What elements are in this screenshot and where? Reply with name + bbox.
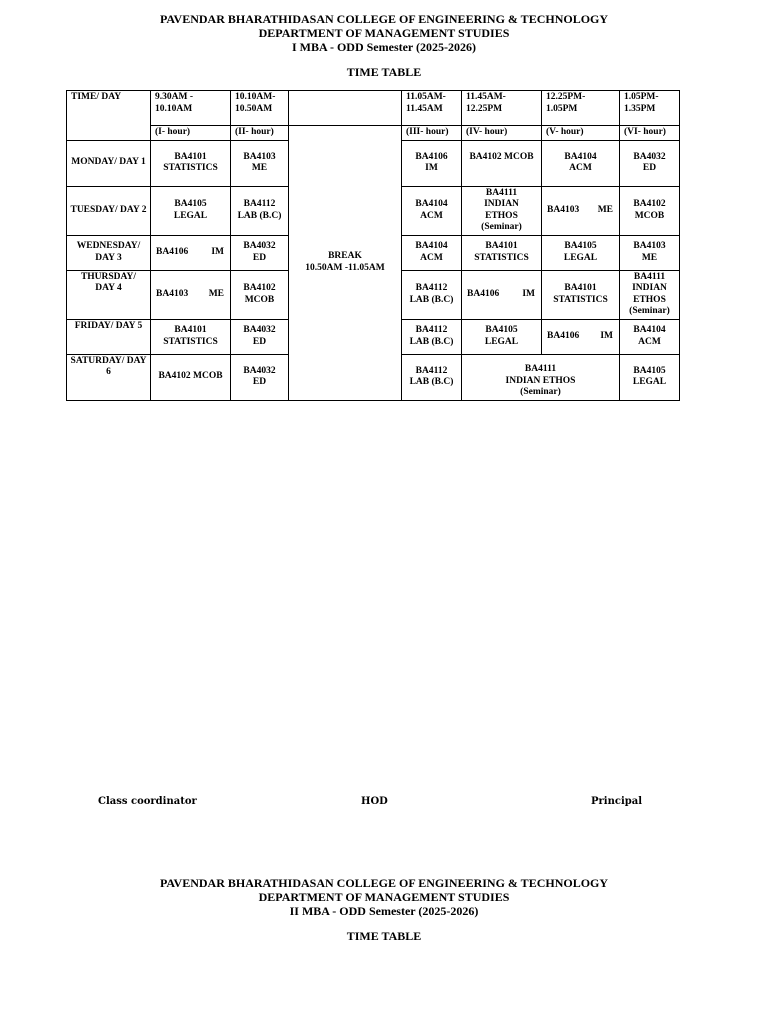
course-code: BA4032 [633, 151, 666, 162]
period-cell [620, 186, 680, 235]
period-cell [231, 140, 289, 186]
timetable-title-2: TIME TABLE [346, 929, 422, 943]
slot-1-time: 9.30AM - 10.10AM [151, 91, 231, 126]
period-cell [231, 270, 289, 319]
slot-4-hour: (IV- hour) [462, 126, 542, 141]
course-name: IM [600, 330, 613, 341]
period-cell [402, 319, 462, 354]
course-name: ETHOS [485, 210, 518, 221]
period-cell [620, 319, 680, 354]
slot-5-time: 12.25PM- 1.05PM [542, 91, 620, 126]
timetable [66, 90, 680, 401]
break-header-cell [289, 91, 402, 126]
period-cell [542, 270, 620, 319]
course-code: BA4112 [243, 199, 276, 209]
course-code: BA4032 [243, 365, 276, 376]
slot-4-time: 11.45AM- 12.25PM [462, 91, 542, 126]
period-cell [151, 235, 231, 270]
day-label: THURSDAY/ DAY 4 [67, 270, 151, 319]
course-code: BA4104 [633, 325, 666, 335]
college-name: PAVENDAR BHARATHIDASAN COLLEGE OF ENGINEERING & TECHNOLOGY [159, 876, 609, 890]
college-name: PAVENDAR BHARATHIDASAN COLLEGE OF ENGINEERING & TECHNOLOGY [159, 12, 609, 26]
period-cell [462, 354, 620, 400]
course-code: BA4112 [415, 283, 448, 293]
course-code: BA4104 [415, 199, 448, 209]
course-code: BA4101 [485, 241, 518, 251]
course-name: ACM [569, 163, 592, 173]
course-code: BA4102 [243, 283, 276, 293]
course-name: INDIAN ETHOS [505, 375, 576, 386]
slot-6-hour: (VI- hour) [620, 126, 680, 141]
course-name: ETHOS [633, 294, 666, 305]
course-code: BA4102 MCOB [158, 371, 223, 382]
semester-label: I MBA - ODD Semester (2025-2026) [291, 40, 477, 54]
course-code: BA4105 [174, 199, 207, 209]
course-code: BA4101 [174, 151, 207, 162]
break-label: BREAK [328, 251, 362, 262]
course-code: BA4111 [485, 187, 518, 198]
period-cell [462, 235, 542, 270]
period-cell [151, 270, 231, 319]
course-name: MCOB [244, 294, 275, 305]
course-name: LEGAL [632, 377, 667, 387]
course-code: BA4112 [415, 365, 448, 376]
department-name: DEPARTMENT OF MANAGEMENT STUDIES [258, 26, 510, 40]
semester-label: II MBA - ODD Semester (2025-2026) [289, 904, 479, 918]
break-time: 10.50AM -11.05AM [305, 262, 385, 273]
course-name: LAB (B.C) [237, 210, 282, 221]
period-cell [620, 140, 680, 186]
day-label: FRIDAY/ DAY 5 [67, 319, 151, 354]
period-cell [231, 186, 289, 235]
day-label: TUESDAY/ DAY 2 [67, 186, 151, 235]
course-name: LAB (B.C) [409, 377, 454, 387]
day-label: MONDAY/ DAY 1 [67, 140, 151, 186]
period-cell [542, 319, 620, 354]
slot-2-hour: (II- hour) [231, 126, 289, 141]
header-block-2 [0, 876, 768, 918]
course-name: ACM [420, 210, 443, 221]
course-name: LEGAL [173, 210, 208, 221]
period-cell [231, 354, 289, 400]
course-code: BA4105 [564, 241, 597, 251]
period-cell [462, 270, 542, 319]
course-name: STATISTICS [163, 336, 218, 347]
period-cell [151, 319, 231, 354]
course-note: (Seminar) [481, 222, 522, 232]
course-code: BA4032 [243, 325, 276, 335]
period-cell [620, 354, 680, 400]
slot-2-time: 10.10AM- 10.50AM [231, 91, 289, 126]
course-name: ACM [420, 252, 443, 263]
period-cell [542, 186, 620, 235]
slot-3-time: 11.05AM- 11.45AM [402, 91, 462, 126]
period-cell [462, 140, 542, 186]
slot-5-hour: (V- hour) [542, 126, 620, 141]
department-name: DEPARTMENT OF MANAGEMENT STUDIES [258, 890, 510, 904]
course-name: ED [252, 377, 267, 387]
break-cell [289, 126, 402, 401]
period-cell [402, 270, 462, 319]
course-code: BA4101 [174, 325, 207, 335]
course-name: STATISTICS [553, 294, 608, 305]
course-code: BA4032 [243, 241, 276, 251]
course-name: IM [211, 246, 224, 257]
course-name: ED [252, 336, 267, 347]
period-cell [402, 354, 462, 400]
course-name: ED [252, 252, 267, 263]
course-name: ME [597, 204, 613, 215]
period-cell [402, 140, 462, 186]
period-cell [542, 235, 620, 270]
signature-principal: Principal [591, 796, 643, 807]
course-code: BA4102 [633, 199, 666, 209]
course-code: BA4104 [415, 241, 448, 251]
course-name: STATISTICS [474, 252, 529, 263]
slot-3-hour: (III- hour) [402, 126, 462, 141]
slot-6-time: 1.05PM- 1.35PM [620, 91, 680, 126]
day-label: SATURDAY/ DAY 6 [67, 354, 151, 400]
period-cell [620, 235, 680, 270]
time-day-header: TIME/ DAY [67, 91, 151, 141]
course-code: BA4105 [633, 365, 666, 376]
course-code: BA4103 [243, 151, 276, 162]
course-name: INDIAN [632, 283, 667, 293]
course-code: BA4104 [564, 151, 597, 162]
course-name: ED [642, 163, 657, 173]
course-code: BA4102 MCOB [469, 151, 534, 162]
period-cell [151, 186, 231, 235]
course-code: BA4101 [564, 283, 597, 293]
course-name: ME [208, 288, 224, 299]
course-note: (Seminar) [629, 306, 670, 316]
course-code: BA4105 [485, 325, 518, 335]
course-name: LEGAL [484, 336, 519, 347]
course-code: BA4106 [415, 151, 448, 162]
period-cell [462, 319, 542, 354]
course-name: LAB (B.C) [409, 294, 454, 305]
signature-hod: HOD [361, 796, 388, 807]
period-cell [151, 140, 231, 186]
course-name: LAB (B.C) [409, 336, 454, 347]
course-code: BA4106 [467, 288, 500, 299]
course-name: STATISTICS [163, 163, 218, 173]
course-name: ACM [638, 336, 661, 347]
course-code: BA4112 [415, 325, 448, 335]
course-code: BA4103 [156, 288, 189, 299]
period-cell [231, 235, 289, 270]
course-name: LEGAL [563, 252, 598, 263]
header-block [0, 12, 768, 54]
course-code: BA4103 [547, 204, 580, 215]
day-label: WEDNESDAY/ DAY 3 [67, 235, 151, 270]
period-cell [620, 270, 680, 319]
period-cell [402, 235, 462, 270]
slot-1-hour: (I- hour) [151, 126, 231, 141]
course-code: BA4106 [156, 246, 189, 257]
period-cell [542, 140, 620, 186]
course-name: INDIAN [484, 199, 519, 209]
period-cell [402, 186, 462, 235]
signature-class-coordinator: Class coordinator [98, 796, 197, 807]
course-code: BA4111 [633, 271, 666, 282]
period-cell [462, 186, 542, 235]
period-cell [231, 319, 289, 354]
course-name: ME [641, 252, 658, 263]
course-name: ME [251, 163, 268, 173]
course-code: BA4103 [633, 241, 666, 251]
timetable-title: TIME TABLE [346, 65, 422, 79]
course-name: MCOB [634, 210, 665, 221]
course-name: IM [425, 163, 438, 173]
course-code: BA4106 [547, 330, 580, 341]
course-code: BA4111 [524, 364, 557, 374]
course-note: (Seminar) [520, 387, 561, 397]
period-cell [151, 354, 231, 400]
course-name: IM [522, 288, 535, 299]
